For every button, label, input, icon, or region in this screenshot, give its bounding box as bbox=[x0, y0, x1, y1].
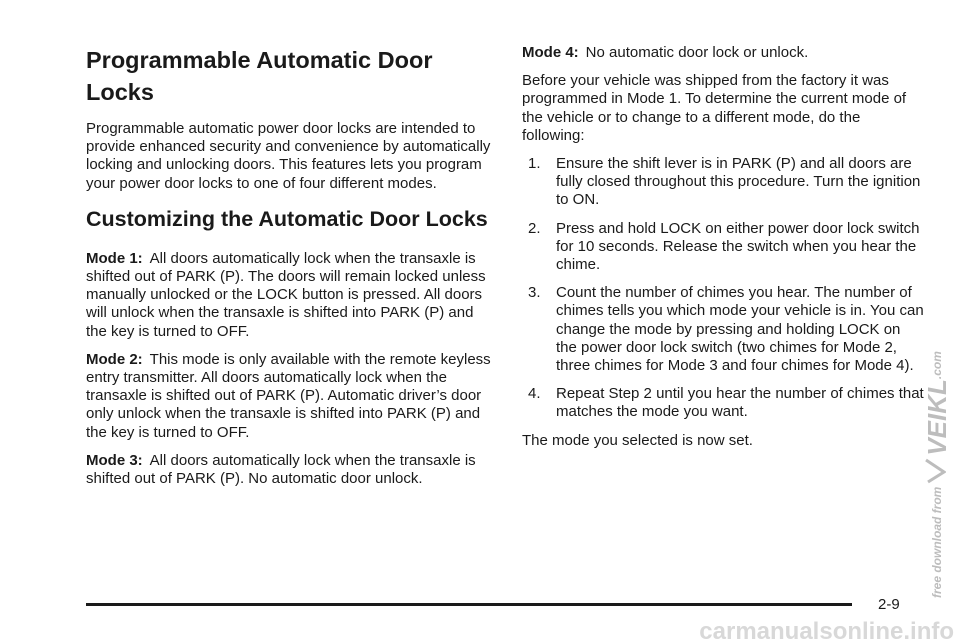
mode-2-text: This mode is only available with the remote keyless entry transmitter. All doors automatically lock when the transaxle is shifted out of PARK (P). Automatic driver’s door only unlock when the transaxle is shifted into PARK (P) and the key is turned to OFF. bbox=[86, 350, 491, 441]
veikl-logo-icon bbox=[924, 458, 951, 484]
mode-2-label: Mode 2: bbox=[86, 350, 143, 368]
mode-3-label: Mode 3: bbox=[86, 451, 143, 469]
list-item bbox=[528, 284, 924, 375]
intro-paragraph: Programmable automatic power door locks are intended to provide enhanced security and convenience by automatically locking and unlocking doors. This features lets you program your power door locks to one of four different modes. bbox=[86, 120, 491, 192]
step-text: Count the number of chimes you hear. The number of chimes tells you which mode your vehicle is in. You can change the mode by pressing and holding LOCK on the power door lock switch (two chimes for Mode 2, three chimes for Mode 3 and four chimes for Mode 4). bbox=[556, 284, 924, 375]
mode-3-text: All doors automatically lock when the transaxle is shifted out of PARK (P). No automatic door unlock. bbox=[86, 451, 476, 488]
page-title: Programmable Automatic Door Locks bbox=[86, 47, 433, 105]
procedure-intro: Before your vehicle was shipped from the factory it was programmed in Mode 1. To determine the current mode of the vehicle or to change to a different mode, do the following: bbox=[522, 72, 907, 144]
section-heading: Customizing the Automatic Door Locks bbox=[86, 206, 488, 231]
mode-4-text: No automatic door lock or unlock. bbox=[585, 44, 809, 61]
page-number: 2-9 bbox=[878, 596, 900, 613]
step-text: Repeat Step 2 until you hear the number of chimes that matches the mode you want. bbox=[556, 385, 924, 421]
mode-1-paragraph bbox=[86, 250, 496, 341]
footer-url-watermark bbox=[0, 619, 960, 640]
mode-2-paragraph bbox=[86, 351, 496, 442]
list-item bbox=[528, 220, 924, 275]
mode-1-text: All doors automatically lock when the transaxle is shifted out of PARK (P). The doors will remain locked unless manually unlocked or the LOCK button is pressed. All doors will unlock when the transaxle is shifted into PARK (P) and the key is turned to OFF. bbox=[86, 249, 486, 340]
list-item bbox=[528, 155, 924, 210]
step-number: 3. bbox=[528, 284, 541, 302]
left-column bbox=[86, 44, 496, 498]
step-text: Ensure the shift lever is in PARK (P) and all doors are fully closed throughout this procedure. Turn the ignition to ON. bbox=[556, 155, 921, 209]
footer-rule bbox=[86, 603, 852, 606]
mode-4-label: Mode 4: bbox=[522, 44, 579, 61]
step-text: Press and hold LOCK on either power door lock switch for 10 seconds. Release the switch when you hear the chime. bbox=[556, 219, 920, 274]
watermark-suffix: .com bbox=[930, 351, 944, 380]
side-watermark bbox=[922, 298, 952, 598]
step-number: 1. bbox=[528, 155, 541, 173]
list-item bbox=[528, 385, 924, 421]
step-number: 4. bbox=[528, 385, 541, 403]
right-column bbox=[522, 44, 924, 460]
mode-4-paragraph bbox=[522, 44, 924, 62]
watermark-brand: VEIKL bbox=[921, 379, 952, 456]
footer-url-text: carmanualsonline.info bbox=[699, 619, 954, 640]
mode-3-paragraph bbox=[86, 452, 496, 488]
procedure-steps bbox=[522, 155, 924, 422]
step-number: 2. bbox=[528, 219, 541, 237]
closing-text: The mode you selected is now set. bbox=[522, 431, 753, 449]
mode-1-label: Mode 1: bbox=[86, 249, 143, 267]
watermark-prefix: free download from bbox=[930, 486, 944, 598]
